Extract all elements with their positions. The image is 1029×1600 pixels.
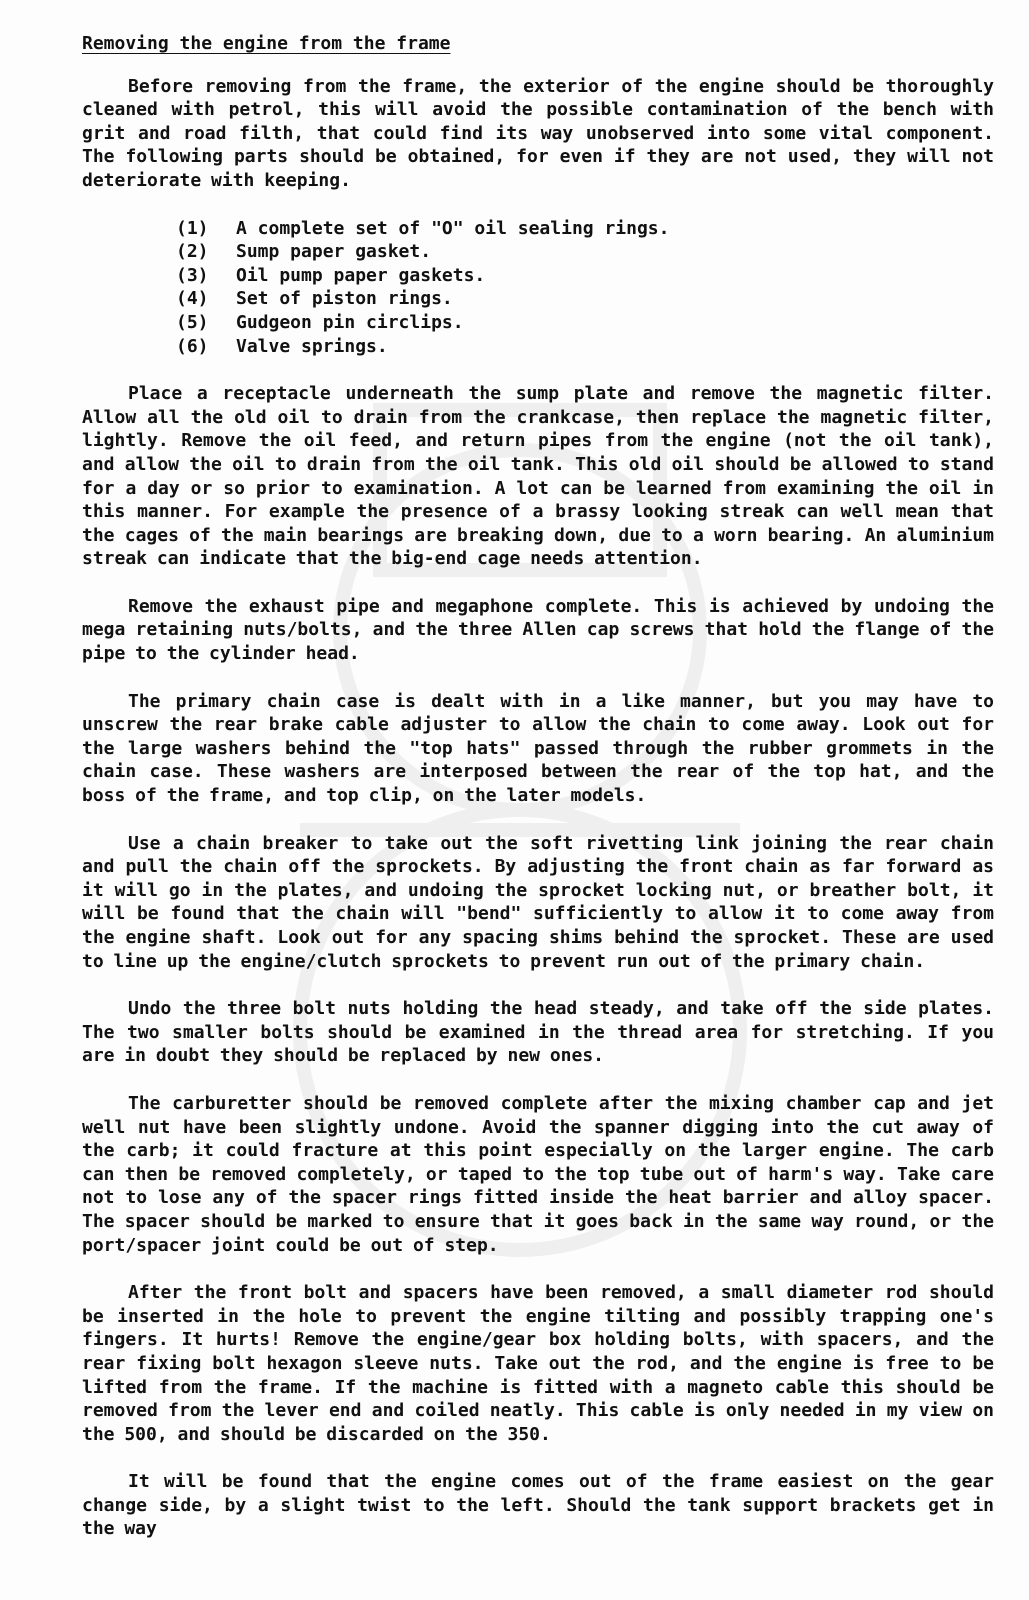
parts-list-item — [176, 240, 994, 264]
parts-item-number: (4) — [176, 288, 209, 310]
paragraph-oil-drain: Place a receptacle underneath the sump plate and remove the magnetic filter. Allow all the old oil to drain from the crankcase, then replace the magnetic filter, lightly. Remove the oil feed, and return pipes from the engine (not the oil tank), and allow the oil to drain from the oil tank. This old oil should be allowed to stand for a day or so prior to examination. A lot can be learned from examining the oil in this manner. For example the presence of a brassy looking streak can well mean that the cages of the main bearings are breaking down, due to a worn bearing. An aluminium streak can indicate that the big-end cage needs attention. — [82, 383, 994, 570]
paragraph-head-steady: Undo the three bolt nuts holding the head steady, and take off the side plates. The two smaller bolts should be examined in the thread area for stretching. If you are in doubt they should be replaced by new ones. — [82, 998, 994, 1067]
parts-list-item — [176, 264, 994, 288]
paragraph-chain-breaker: Use a chain breaker to take out the soft rivetting link joining the rear chain and pull the chain off the sprockets. By adjusting the front chain as far forward as it will go in the plates, and undoing the sprocket locking nut, or breather bolt, it will be found that the chain will "bend" sufficiently to allow it to come away from the engine shaft. Look out for any spacing shims behind the sprocket. These are used to line up the engine/clutch sprockets to prevent run out of the primary chain. — [82, 832, 994, 972]
parts-item-number: (1) — [176, 217, 209, 239]
parts-item-text: A complete set of "O" oil sealing rings. — [236, 217, 670, 239]
parts-item-text: Set of piston rings. — [236, 288, 453, 310]
paragraph-exhaust: Remove the exhaust pipe and megaphone complete. This is achieved by undoing the mega retaining nuts/bolts, and the three Allen cap screws that hold the flange of the pipe to the cylinder head. — [82, 595, 994, 665]
parts-list-item — [176, 311, 994, 335]
parts-item-number: (3) — [176, 264, 209, 286]
parts-item-number: (5) — [176, 311, 209, 333]
parts-list — [176, 217, 994, 359]
parts-item-number: (2) — [176, 241, 209, 263]
parts-list-item — [176, 287, 994, 311]
parts-item-text: Gudgeon pin circlips. — [236, 311, 464, 333]
parts-list-item — [176, 335, 994, 359]
parts-item-text: Valve springs. — [236, 335, 388, 357]
document-body — [82, 32, 994, 1541]
paragraph-engine-removal: It will be found that the engine comes out of the frame easiest on the gear change side, by a slight twist to the left. Should the tank support brackets get in the way — [82, 1471, 994, 1540]
paragraph-primary-chain-case: The primary chain case is dealt with in a like manner, but you may have to unscrew the rear brake cable adjuster to allow the chain to come away. Look out for the large washers behind the "top hats" passed through the rubber grommets in the chain case. These washers are interposed between the rear of the top hat, and the boss of the frame, and top clip, on the later models. — [82, 690, 994, 807]
parts-item-number: (6) — [176, 335, 209, 357]
section-heading: Removing the engine from the frame — [82, 33, 451, 54]
parts-list-item — [176, 217, 994, 241]
parts-item-text: Oil pump paper gaskets. — [236, 264, 486, 286]
paragraph-carburetter: The carburetter should be removed complete after the mixing chamber cap and jet well nut have been slightly undone. Avoid the spanner digging into the cut away of the carb; it could fracture at this point especially on the larger engine. The carb can then be removed completely, or taped to the top tube out of harm's way. Take care not to lose any of the spacer rings fitted inside the heat barrier and alloy spacer. The spacer should be marked to ensure that it goes back in the same way round, or the port/spacer joint could be out of step. — [82, 1092, 994, 1256]
intro-paragraph: Before removing from the frame, the exterior of the engine should be thoroughly cleaned with petrol, this will avoid the possible contamination of the bench with grit and road filth, that could find its way unobserved into some vital component. The following parts should be obtained, for even if they are not used, they will not deteriorate with keeping. — [82, 75, 994, 191]
parts-item-text: Sump paper gasket. — [236, 241, 432, 263]
paragraph-engine-bolts: After the front bolt and spacers have been removed, a small diameter rod should be inserted in the hole to prevent the engine tilting and possibly trapping one's fingers. It hurts! Remove the engine/gear box holding bolts, with spacers, and the rear fixing bolt hexagon sleeve nuts. Take out the rod, and the engine is free to be lifted from the frame. If the machine is fitted with a magneto cable this should be removed from the lever end and coiled neatly. This cable is only needed in my view on the 500, and should be discarded on the 350. — [82, 1282, 994, 1445]
